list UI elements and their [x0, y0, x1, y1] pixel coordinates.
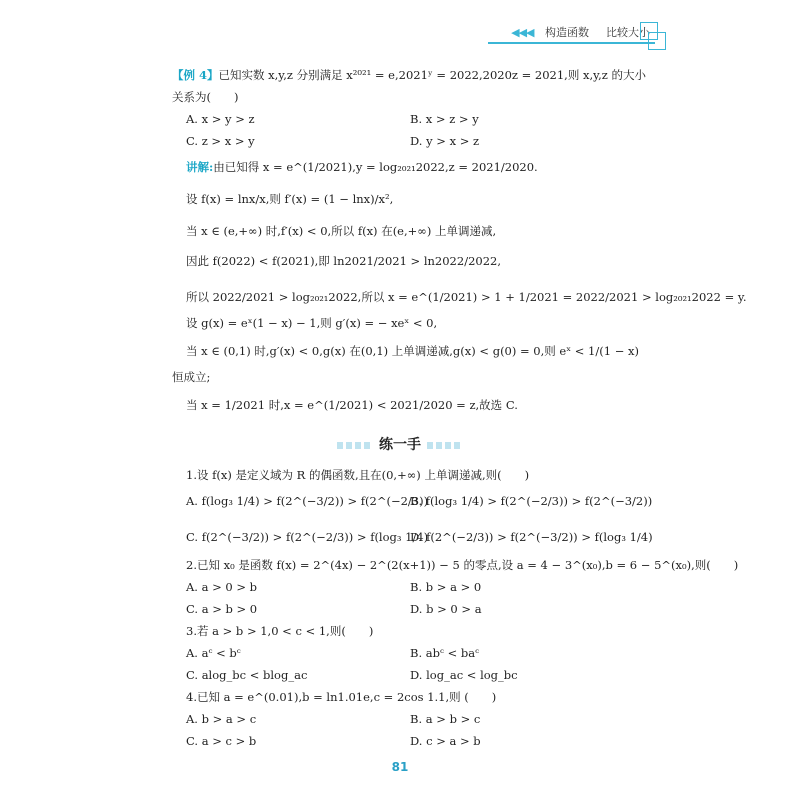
exercise-2-option-b: B. b > a > 0 — [410, 580, 482, 594]
solution-label: 讲解: — [186, 160, 214, 174]
example-tag: 【例 4】 — [172, 68, 219, 82]
exercise-3-option-a: A. aᶜ < bᶜ — [186, 646, 241, 660]
example-option-c: C. z > x > y — [186, 134, 255, 148]
solution-line-6: 设 g(x) = eˣ(1 − x) − 1,则 g′(x) = − xeˣ < 0, — [186, 316, 438, 330]
example-question-line2: 关系为( ) — [172, 90, 239, 104]
solution-line-9: 当 x = 1/2021 时,x = e^(1/2021) < 2021/2020 = z,故选 C. — [186, 398, 518, 412]
header-title-1: 构造函数 — [545, 26, 589, 39]
solution-line-1 — [186, 160, 538, 174]
arrows-icon: ◀◀◀ — [511, 26, 534, 39]
decor-bars-right — [427, 442, 463, 449]
exercise-2-option-a: A. a > 0 > b — [186, 580, 258, 594]
decor-bars-left — [337, 442, 373, 449]
exercise-1-option-c: C. f(2^(−3/2)) > f(2^(−2/3)) > f(log₃ 1/4) — [186, 530, 429, 544]
example-question-line1 — [172, 68, 646, 82]
solution-line-4: 因此 f(2022) < f(2021),即 ln2021/2021 > ln2022/2022, — [186, 254, 501, 268]
exercise-4-option-c: C. a > c > b — [186, 734, 257, 748]
solution-line-8: 恒成立; — [172, 370, 211, 384]
solution-line-2: 设 f(x) = lnx/x,则 f′(x) = (1 − lnx)/x², — [186, 192, 394, 206]
solution-line-5: 所以 2022/2021 > log₂₀₂₁2022,所以 x = e^(1/2021) > 1 + 1/2021 = 2022/2021 > log₂₀₂₁2022 = y. — [186, 290, 747, 304]
exercise-4-option-d: D. c > a > b — [410, 734, 481, 748]
section-title — [0, 434, 800, 454]
exercise-3-option-c: C. alog_bc < blog_ac — [186, 668, 308, 682]
exercise-4-stem: 4.已知 a = e^(0.01),b = ln1.01e,c = 2cos 1.1,则 ( ) — [186, 690, 497, 704]
exercise-2-stem: 2.已知 x₀ 是函数 f(x) = 2^(4x) − 2^(2(x+1)) − 5 的零点,设 a = 4 − 3^(x₀),b = 6 − 5^(x₀),则( ) — [186, 558, 739, 572]
header-square-icon — [648, 32, 666, 50]
exercise-1-option-d: D. f(2^(−2/3)) > f(2^(−3/2)) > f(log₃ 1/4) — [410, 530, 653, 544]
exercise-2-option-c: C. a > b > 0 — [186, 602, 258, 616]
exercise-3-stem: 3.若 a > b > 1,0 < c < 1,则( ) — [186, 624, 374, 638]
exercise-1-option-b: B. f(log₃ 1/4) > f(2^(−2/3)) > f(2^(−3/2)) — [410, 494, 653, 508]
example-option-b: B. x > z > y — [410, 112, 479, 126]
exercise-2-option-d: D. b > 0 > a — [410, 602, 482, 616]
exercise-4-option-a: A. b > a > c — [186, 712, 257, 726]
example-option-d: D. y > x > z — [410, 134, 480, 148]
page-number: 81 — [391, 760, 409, 774]
exercise-3-option-d: D. log_ac < log_bc — [410, 668, 518, 682]
section-title-text: 练一手 — [379, 437, 421, 453]
example-option-a: A. x > y > z — [186, 112, 255, 126]
header-title-2: 比较大小 — [606, 26, 650, 39]
header-rule — [488, 42, 655, 44]
exercise-1-option-a: A. f(log₃ 1/4) > f(2^(−3/2)) > f(2^(−2/3)) — [186, 494, 429, 508]
exercise-3-option-b: B. abᶜ < baᶜ — [410, 646, 480, 660]
solution-line-7: 当 x ∈ (0,1) 时,g′(x) < 0,g(x) 在(0,1) 上单调递减,g(x) < g(0) = 0,则 eˣ < 1/(1 − x) — [186, 344, 639, 358]
exercise-4-option-b: B. a > b > c — [410, 712, 481, 726]
solution-text-1: 由已知得 x = e^(1/2021),y = log₂₀₂₁2022,z = 2021/2020. — [213, 160, 538, 174]
page-header — [511, 24, 650, 40]
solution-line-3: 当 x ∈ (e,+∞) 时,f′(x) < 0,所以 f(x) 在(e,+∞) 上单调递减, — [186, 224, 497, 238]
example-question-text: 已知实数 x,y,z 分别满足 x²⁰²¹ = e,2021ʸ = 2022,2020z = 2021,则 x,y,z 的大小 — [218, 68, 646, 82]
exercise-1-stem: 1.设 f(x) 是定义域为 R 的偶函数,且在(0,+∞) 上单调递减,则( ) — [186, 468, 530, 482]
